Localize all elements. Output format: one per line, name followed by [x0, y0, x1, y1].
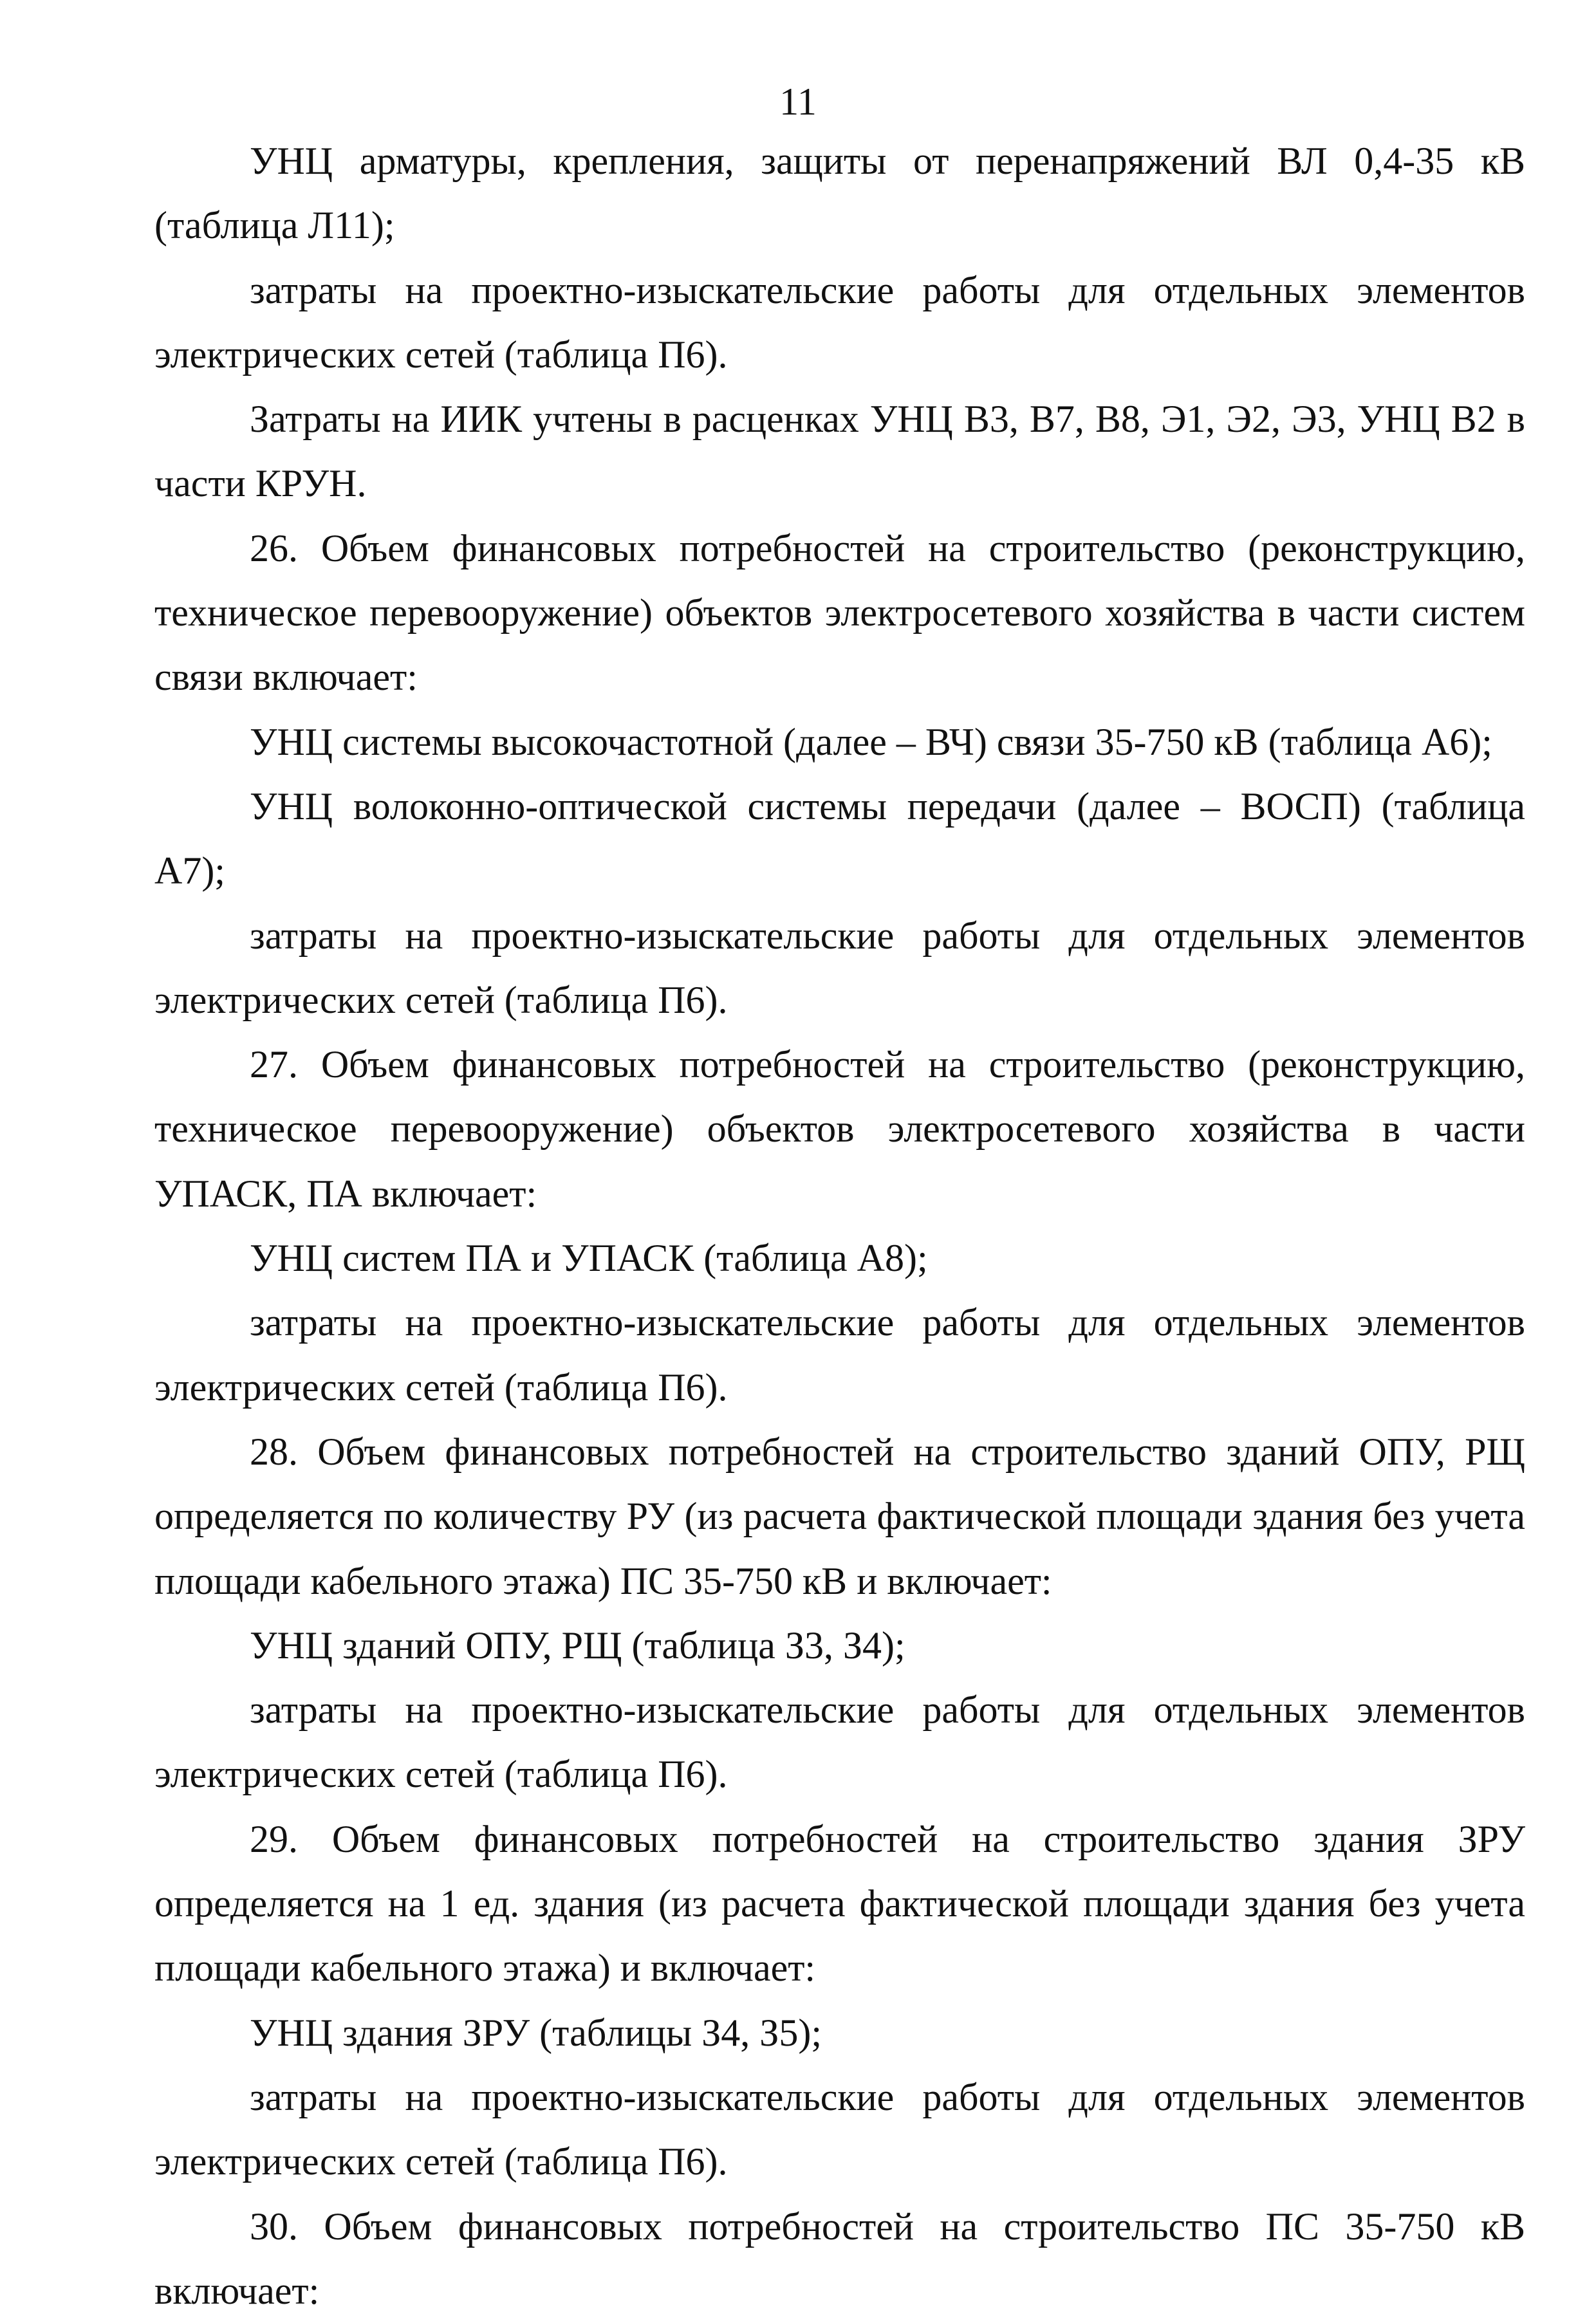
paragraph-item-26: 26. Объем финансовых потребностей на строительство (реконструкцию, техническое перевооружение) объектов электросетевого хозяйства в части систем связи включает: — [154, 516, 1525, 710]
paragraph-unc-hf-communication: УНЦ системы высокочастотной (далее – ВЧ) связи 35-750 кВ (таблица А6); — [154, 710, 1525, 774]
paragraph-item-29: 29. Объем финансовых потребностей на строительство здания ЗРУ определяется на 1 ед. здания (из расчета фактической площади здания без учета площади кабельного этажа) и включает: — [154, 1807, 1525, 2001]
paragraph-unc-pa-upask: УНЦ систем ПА и УПАСК (таблица А8); — [154, 1226, 1525, 1290]
paragraph-unc-zru: УНЦ здания ЗРУ (таблицы З4, З5); — [154, 2001, 1525, 2065]
paragraph-design-costs-3: затраты на проектно-изыскательские работы для отдельных элементов электрических сетей (таблица П6). — [154, 1290, 1525, 1420]
document-body — [154, 129, 1525, 2323]
paragraph-item-30: 30. Объем финансовых потребностей на строительство ПС 35-750 кВ включает: — [154, 2194, 1525, 2323]
paragraph-design-costs-4: затраты на проектно-изыскательские работы для отдельных элементов электрических сетей (таблица П6). — [154, 1678, 1525, 1807]
paragraph-item-28: 28. Объем финансовых потребностей на строительство зданий ОПУ, РЩ определяется по количеству РУ (из расчета фактической площади здания без учета площади кабельного этажа) ПС 35-750 кВ и включает: — [154, 1420, 1525, 1613]
paragraph-item-27: 27. Объем финансовых потребностей на строительство (реконструкцию, техническое перевооружение) объектов электросетевого хозяйства в части УПАСК, ПА включает: — [154, 1032, 1525, 1226]
paragraph-design-costs-2: затраты на проектно-изыскательские работы для отдельных элементов электрических сетей (таблица П6). — [154, 903, 1525, 1033]
paragraph-unc-fiber-optic: УНЦ волоконно-оптической системы передачи (далее – ВОСП) (таблица А7); — [154, 774, 1525, 903]
page-number: 11 — [0, 82, 1596, 121]
paragraph-unc-armatura: УНЦ арматуры, крепления, защиты от перенапряжений ВЛ 0,4-35 кВ (таблица Л11); — [154, 129, 1525, 258]
paragraph-design-costs-5: затраты на проектно-изыскательские работы для отдельных элементов электрических сетей (таблица П6). — [154, 2065, 1525, 2194]
paragraph-iik-costs: Затраты на ИИК учтены в расценках УНЦ В3, В7, В8, Э1, Э2, Э3, УНЦ В2 в части КРУН. — [154, 387, 1525, 516]
paragraph-unc-opu-rshch: УНЦ зданий ОПУ, РЩ (таблица З3, З4); — [154, 1613, 1525, 1678]
paragraph-design-costs-1: затраты на проектно-изыскательские работы для отдельных элементов электрических сетей (таблица П6). — [154, 258, 1525, 387]
